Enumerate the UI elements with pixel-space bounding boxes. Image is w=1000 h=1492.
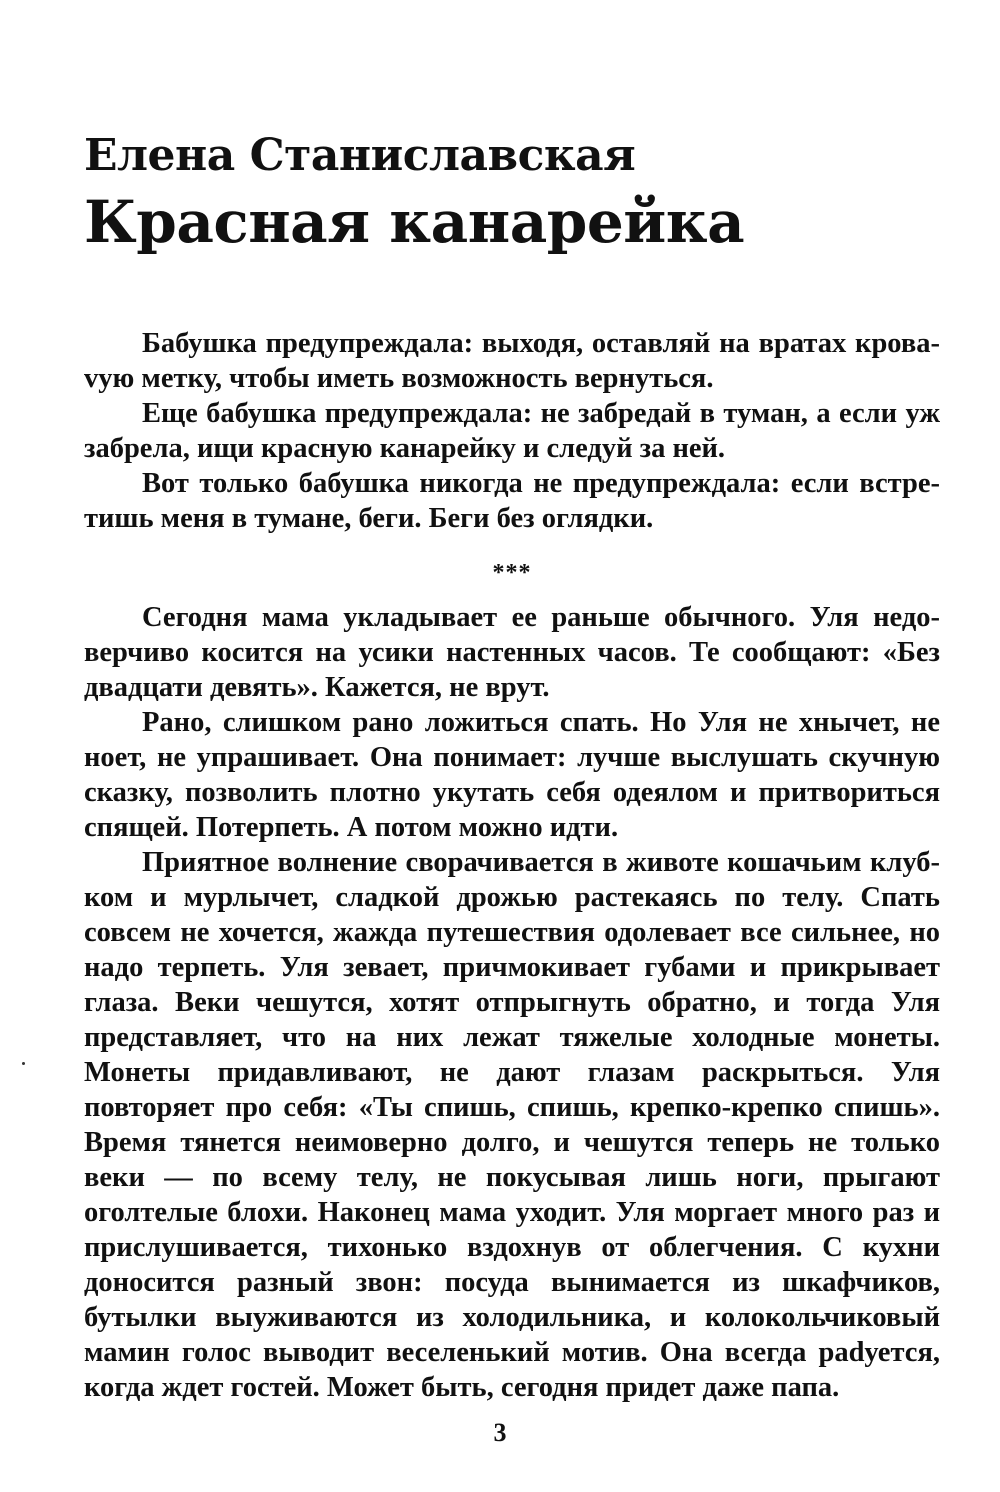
paragraph: Сегодня мама укладывает ее раньше обычного. Уля недоверчиво косится на усики настенных часов. Те сообщают: «Без двадцати девять». Кажется, не врут. xyxy=(84,602,940,703)
paragraph: Рано, слишком рано ложиться спать. Но Уля не хнычет, не ноет, не упрашивает. Она понимает: лучше выслушать скучную сказку, позволить плотно укутать себя одеялом и притвориться спящей. Потерпеть. А потом можно идти. xyxy=(84,707,940,843)
paragraph: Приятное волнение сворачивается в животе кошачьим клубком и мурлычет, сладкой дрожью растекаясь по телу. Спать совсем не хочется, жажда путешествия одолевает все сильнее, но надо терпеть. Уля зевает, причмокивает губами и прикрывает глаза. Веки чешутся, хотят отпрыгнуть обратно, и тогда Уля представляет, что на них лежат тяжелые холодные монеты. Монеты придавливают, не дают глазам раскрыться. Уля повторяет про себя: «Ты спишь, спишь, крепко-крепко спишь». Время тянется неимоверно долго, и чешутся теперь не только веки — по всему телу, не покусывая лишь ноги, прыгают оголтелые блохи. Наконец мама уходит. Уля моргает много раз и прислушивается, тихонько вздохнув от облегчения. С кухни доносится разный звон: посуда вынимается из шкафчиков, бутылки выуживаются из холодильника, и колокольчиковый мамин голос выводит веселенький мотив. Она всегда раdуется, когда ждет гостей. Может быть, сегодня придет даже папа. xyxy=(84,847,940,1403)
story-title: Красная канарейка xyxy=(84,188,745,256)
paragraph: Еще бабушка предупреждала: не забредай в туман, а если уж забрела, ищи красную канарейку и следуй за ней. xyxy=(84,398,940,464)
paragraph: Бабушка предупреждала: выходя, оставляй на вратах кроваvую метку, чтобы иметь возможность вернуться. xyxy=(84,328,940,394)
section-separator: *** xyxy=(492,560,532,586)
main-text-section xyxy=(84,600,940,1405)
epigraph-section xyxy=(84,326,940,536)
book-page xyxy=(84,128,940,1405)
author-name: Елена Станиславская xyxy=(84,130,636,181)
page-number: 3 xyxy=(493,1418,507,1447)
scan-speck xyxy=(22,1062,25,1065)
paragraph: Вот только бабушка никогда не предупреждала: если встретишь меня в тумане, беги. Беги без оглядки. xyxy=(84,468,940,534)
